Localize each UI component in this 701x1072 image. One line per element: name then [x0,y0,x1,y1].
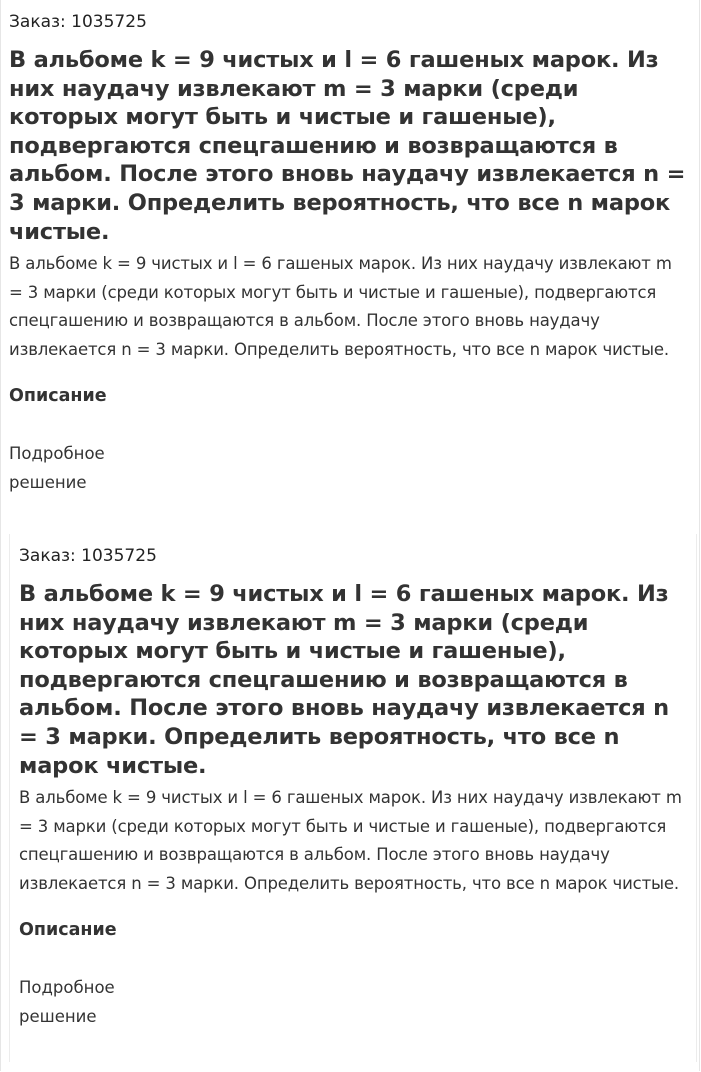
task-text: В альбоме k = 9 чистых и l = 6 гашеных марок. Из них наудачу извлекают m = 3 марки (среди которых могут быть и чистые и гашеные), подвергаются спецгашению и возвращаются в альбом. После этого вновь наудачу извлекается n = 3 марки. Определить вероятность, что все n марок чистые. [19,788,682,893]
order-number: Заказ: 1035725 [19,546,157,566]
description-heading: Описание [9,386,107,407]
task-text: В альбоме k = 9 чистых и l = 6 гашеных марок. Из них наудачу извлекают m = 3 марки (среди которых могут быть и чистые и гашеные), подвергаются спецгашению и возвращаются в альбом. После этого вновь наудачу извлекается n = 3 марки. Определить вероятность, что все n марок чистые. [9,254,672,359]
order-card-embedded-content [19,544,691,1031]
task-title: В альбоме k = 9 чистых и l = 6 гашеных марок. Из них наудачу извлекают m = 3 марки (среди которых могут быть и чистые и гашеные), подвергаются спецгашению и возвращаются в альбом. После этого вновь наудачу извлекается n = 3 марки. Определить вероятность, что все n марок чистые. [19,581,669,779]
order-card-embedded [9,534,697,1062]
solution-link[interactable]: Подробное решение [9,444,105,492]
order-card-primary [9,10,689,497]
order-number: Заказ: 1035725 [9,12,147,32]
solution-link[interactable]: Подробное решение [19,978,115,1026]
task-title: В альбоме k = 9 чистых и l = 6 гашеных марок. Из них наудачу извлекают m = 3 марки (среди которых могут быть и чистые и гашеные), подвергаются спецгашению и возвращаются в альбом. После этого вновь наудачу извлекается n = 3 марки. Определить вероятность, что все n марок чистые. [9,47,686,245]
description-heading: Описание [19,920,117,941]
